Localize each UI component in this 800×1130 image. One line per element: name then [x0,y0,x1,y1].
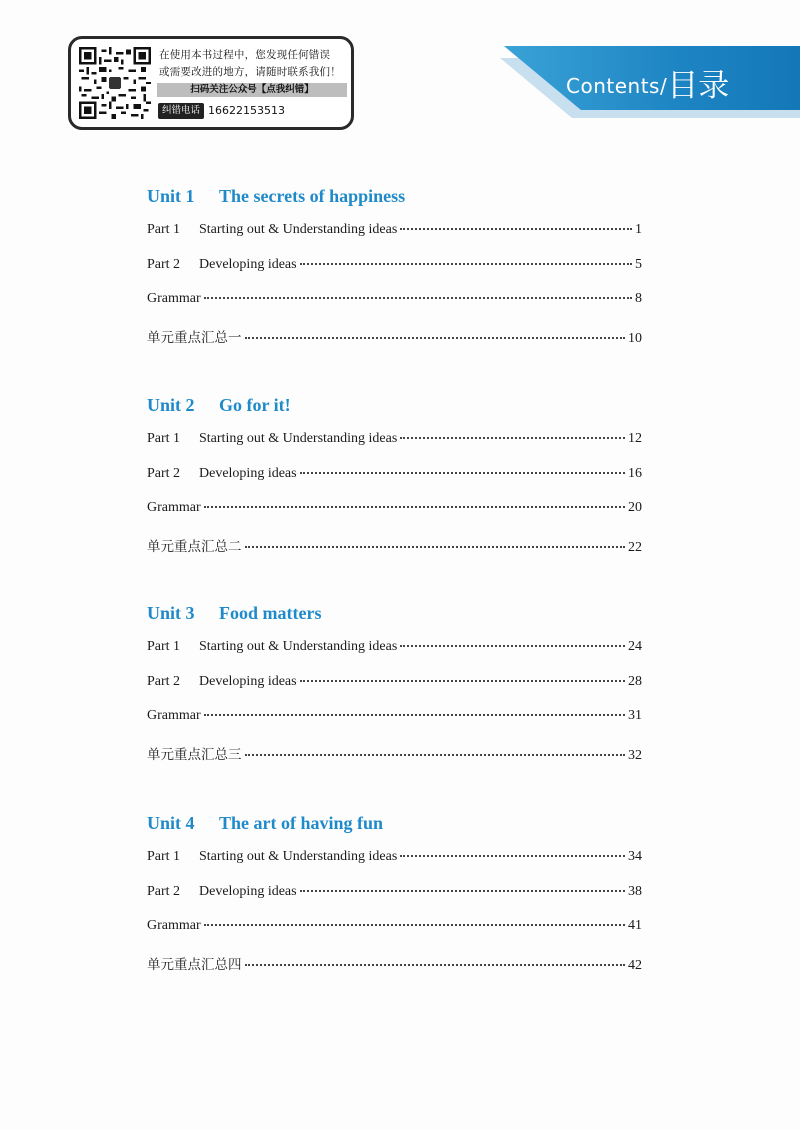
part-number: Part 1 [147,431,181,446]
page-number: 22 [628,539,642,555]
toc-entry[interactable] [147,326,642,361]
page-number: 34 [628,849,642,864]
dot-leader [400,436,625,439]
toc-entry[interactable] [147,849,642,884]
entry-title: Starting out & Understanding ideas [199,639,398,654]
part-number: Part 1 [147,639,181,654]
dot-leader [300,262,632,265]
phone-label: 纠错电话 [158,103,204,119]
unit-number: Unit 2 [147,395,195,415]
toc-entry[interactable] [147,431,642,466]
unit-section [147,813,642,987]
unit-number: Unit 3 [147,603,195,623]
dot-leader [204,923,625,926]
toc-entry[interactable] [147,535,642,570]
unit-section [147,395,642,569]
unit-name: Go for it! [219,395,291,415]
entry-title: 单元重点汇总四 [147,956,242,973]
page-number: 5 [635,256,642,272]
entry-title: Grammar [147,918,201,933]
unit-title [147,603,642,627]
page-number: 12 [628,431,642,446]
part-number: Part 2 [147,883,181,899]
dot-leader [400,854,625,857]
entry-title: Developing ideas [199,256,297,272]
toc-entry[interactable] [147,222,642,257]
part-number: Part 2 [147,673,181,689]
contents-heading-zh: 目录 [667,68,730,104]
dot-leader [245,336,626,339]
part-number: Part 2 [147,465,181,481]
notice-line-2: 或需要改进的地方，请随时联系我们！ [159,66,341,78]
page-number: 32 [628,747,642,763]
entry-title: Developing ideas [199,883,297,899]
page-number: 24 [628,639,642,654]
page-number: 20 [628,500,642,515]
toc-entry[interactable] [147,708,642,743]
page-number: 31 [628,708,642,723]
page-number: 1 [635,222,642,237]
toc-entry[interactable] [147,918,642,953]
notice-line-1: 在使用本书过程中，您发现任何错误 [159,49,331,61]
dot-leader [300,679,625,682]
unit-title [147,813,642,837]
unit-number: Unit 1 [147,186,195,206]
unit-number: Unit 4 [147,813,195,833]
contents-heading-en: Contents/ [566,74,668,98]
page-number: 16 [628,465,642,481]
toc-entry[interactable] [147,257,642,292]
toc-entry[interactable] [147,291,642,326]
part-number: Part 2 [147,256,181,272]
toc-entry[interactable] [147,953,642,988]
unit-title [147,395,642,419]
dot-leader [204,713,625,716]
toc-entry[interactable] [147,743,642,778]
scan-follow-bar: 扫码关注公众号【点我纠错】 [157,83,347,97]
feedback-notice [68,36,354,130]
page-number: 41 [628,918,642,933]
dot-leader [400,644,625,647]
dot-leader [204,296,632,299]
toc-entry[interactable] [147,639,642,674]
entry-title: Grammar [147,708,201,723]
entry-title: 单元重点汇总一 [147,329,242,346]
dot-leader [245,545,626,548]
unit-name: Food matters [219,603,322,623]
page-number: 38 [628,883,642,899]
toc-entry[interactable] [147,674,642,709]
entry-title: Developing ideas [199,673,297,689]
entry-title: 单元重点汇总三 [147,746,242,763]
entry-title: Developing ideas [199,465,297,481]
dot-leader [300,889,625,892]
part-number: Part 1 [147,222,181,237]
unit-title [147,186,642,210]
qr-code-icon[interactable] [79,47,151,119]
entry-title: Grammar [147,500,201,515]
unit-section [147,603,642,777]
unit-name: The art of having fun [219,813,384,833]
phone-number: 16622153513 [208,104,285,117]
page-number: 10 [628,330,642,346]
unit-section [147,186,642,360]
dot-leader [204,505,625,508]
entry-title: Grammar [147,291,201,306]
entry-title: Starting out & Understanding ideas [199,849,398,864]
dot-leader [400,227,632,230]
part-number: Part 1 [147,849,181,864]
dot-leader [245,963,626,966]
page-number: 42 [628,957,642,973]
unit-name: The secrets of happiness [219,186,406,206]
toc-entry[interactable] [147,466,642,501]
dot-leader [245,753,626,756]
toc-entry[interactable] [147,500,642,535]
contents-heading [566,60,729,105]
page-number: 28 [628,673,642,689]
page-number: 8 [635,291,642,306]
dot-leader [300,471,625,474]
entry-title: Starting out & Understanding ideas [199,222,398,237]
toc-entry[interactable] [147,884,642,919]
entry-title: Starting out & Understanding ideas [199,431,398,446]
entry-title: 单元重点汇总二 [147,538,242,555]
